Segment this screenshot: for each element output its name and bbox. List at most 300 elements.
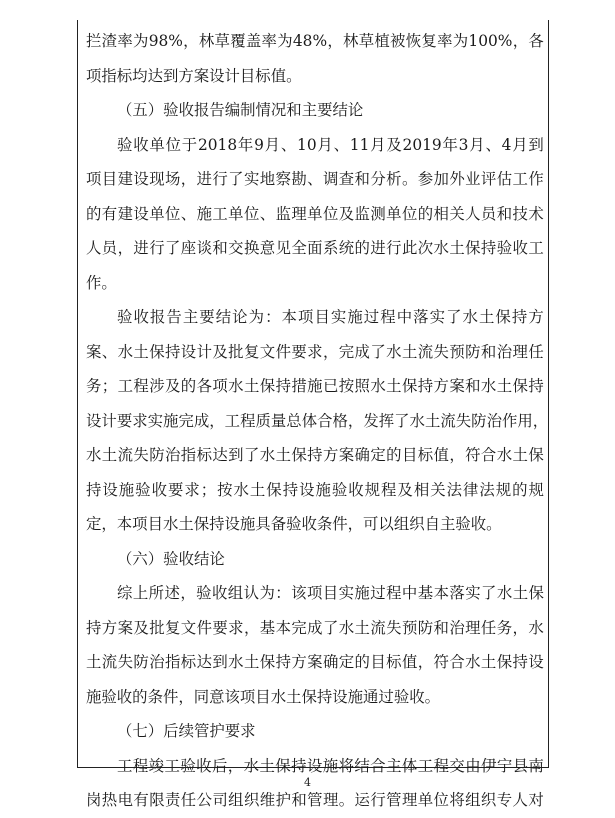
text-glyph: 符 <box>433 653 449 671</box>
text-glyph: 求 <box>307 342 323 361</box>
text-glyph: 保 <box>149 342 165 361</box>
text-glyph: 设 <box>133 170 149 188</box>
text-glyph: 关 <box>449 204 465 223</box>
text-glyph: 年 <box>237 135 254 154</box>
text-glyph: 公 <box>196 791 212 809</box>
text-glyph: 完 <box>291 618 307 637</box>
text-glyph: 竣 <box>148 756 165 775</box>
text-glyph: 及 <box>386 135 402 154</box>
text-glyph: 复 <box>243 342 260 361</box>
text-glyph: 水 <box>117 342 133 361</box>
text-glyph: ， <box>532 411 549 430</box>
text-glyph: 规 <box>528 480 544 499</box>
text-line <box>86 473 544 508</box>
text-glyph: 要 <box>116 411 133 430</box>
text-glyph: 10 <box>297 135 317 154</box>
text-glyph: 为 <box>133 32 149 50</box>
text-glyph: 场 <box>164 170 181 188</box>
text-line <box>86 369 544 404</box>
text-glyph: 方 <box>291 653 307 671</box>
text-glyph: 管 <box>386 791 402 809</box>
text-glyph: 失 <box>433 342 449 361</box>
text-line <box>86 197 544 232</box>
text-glyph: 求 <box>132 411 148 430</box>
text-glyph: ， <box>227 756 244 775</box>
section-heading: （五）验收报告编制情况和主要结论 <box>117 101 364 119</box>
text-glyph: 失 <box>133 446 149 464</box>
text-glyph: 现 <box>149 170 165 188</box>
text-glyph: 了 <box>481 584 497 602</box>
text-glyph: 察 <box>275 170 291 188</box>
text-glyph: 体 <box>301 411 318 430</box>
text-glyph: 任 <box>180 791 197 809</box>
text-glyph: 月 <box>370 135 386 154</box>
text-glyph: 防 <box>417 618 434 637</box>
text-glyph: 流 <box>440 411 456 430</box>
text-glyph: 、 <box>259 204 276 223</box>
text-glyph: 务 <box>86 377 102 395</box>
text-glyph: 综 <box>117 584 133 602</box>
text-glyph: 及 <box>397 480 413 499</box>
text-glyph: 设 <box>306 756 323 775</box>
text-glyph: 调 <box>322 170 339 188</box>
text-glyph: 设 <box>180 342 197 361</box>
text-glyph: 水 <box>386 342 402 361</box>
text-glyph: 按 <box>217 480 233 499</box>
text-glyph: 治 <box>496 342 513 361</box>
text-glyph: 电 <box>117 791 133 809</box>
text-glyph: 文 <box>180 618 197 637</box>
text-glyph: 统 <box>338 239 355 257</box>
text-glyph: 实 <box>429 308 446 326</box>
text-glyph: ， <box>327 32 343 50</box>
text-glyph: 述 <box>164 584 180 602</box>
text-glyph: 程 <box>386 584 402 602</box>
text-glyph: 目 <box>314 308 330 326</box>
text-glyph: 水 <box>228 377 244 395</box>
text-glyph: 目 <box>370 653 386 671</box>
document-body <box>86 24 549 818</box>
text-glyph: 治 <box>449 618 465 637</box>
text-glyph: 达 <box>196 653 212 671</box>
text-glyph: 人 <box>86 239 102 257</box>
text-glyph: 收 <box>151 480 167 499</box>
text-glyph: ， <box>209 411 225 430</box>
text-glyph: 该 <box>291 584 307 602</box>
text-glyph: 率 <box>437 32 453 50</box>
text-glyph: 本 <box>275 618 291 637</box>
text-glyph: 持 <box>282 480 299 499</box>
text-glyph: 施 <box>196 204 212 223</box>
text-glyph: 热 <box>101 791 118 809</box>
text-glyph: 标 <box>417 446 434 464</box>
text-glyph: 的 <box>512 480 528 499</box>
text-glyph: 总 <box>286 411 302 430</box>
text-glyph: 失 <box>117 653 133 671</box>
text-glyph: 组 <box>227 584 244 602</box>
text-glyph: 目 <box>101 170 118 188</box>
text-glyph: 及 <box>164 377 181 395</box>
text-glyph: 行 <box>370 791 386 809</box>
text-glyph: 治 <box>164 446 181 464</box>
text-glyph: 了 <box>394 411 410 430</box>
text-glyph: 程 <box>133 377 149 395</box>
text-glyph: 预 <box>401 618 418 637</box>
text-glyph: 工 <box>212 204 228 223</box>
text-glyph: 项 <box>212 377 228 395</box>
text-glyph: 量 <box>270 411 287 430</box>
text-glyph: 和 <box>433 618 449 637</box>
text-glyph: 报 <box>149 308 166 326</box>
text-glyph: 外 <box>449 170 465 188</box>
text-glyph: 的 <box>86 204 102 223</box>
text-glyph: 认 <box>243 584 260 602</box>
text-glyph: 的 <box>180 377 197 395</box>
text-glyph: 程 <box>433 756 449 775</box>
text-glyph: 理 <box>465 618 481 637</box>
text-glyph: 验 <box>135 480 151 499</box>
text-glyph: 土 <box>275 446 291 464</box>
text-glyph: 方 <box>322 446 339 464</box>
text-glyph: 建 <box>117 204 133 223</box>
text-glyph: ， <box>180 170 197 188</box>
text-glyph: 估 <box>496 170 513 188</box>
text-glyph: 流 <box>117 446 133 464</box>
text-glyph: 盖 <box>245 32 262 50</box>
text-line <box>86 611 544 646</box>
text-line <box>86 162 544 197</box>
text-glyph: 。 <box>338 791 355 809</box>
text-glyph: 案 <box>307 653 323 671</box>
text-glyph: 月 <box>469 135 485 154</box>
text-glyph: 合 <box>449 653 465 671</box>
text-glyph: 已 <box>322 377 339 395</box>
text-glyph: 土 <box>243 653 260 671</box>
text-glyph: 收 <box>512 239 528 257</box>
text-glyph: 基 <box>417 584 434 602</box>
text-glyph: 的 <box>354 653 370 671</box>
text-glyph: ： <box>265 308 281 326</box>
text-glyph: 进 <box>196 170 212 188</box>
text-glyph: 11 <box>349 135 370 154</box>
text-glyph: 施 <box>347 308 363 326</box>
text-glyph: 计 <box>196 342 212 361</box>
text-glyph: 持 <box>275 653 291 671</box>
text-glyph: 防 <box>471 411 487 430</box>
text-glyph: 的 <box>386 446 402 464</box>
text-glyph: 土 <box>512 446 528 464</box>
text-glyph: 、 <box>307 170 323 188</box>
text-glyph: 保 <box>528 446 544 464</box>
text-glyph: 了 <box>370 342 386 361</box>
text-glyph: 案 <box>117 618 133 637</box>
text-glyph: 确 <box>322 653 339 671</box>
text-glyph: 了 <box>322 618 339 637</box>
text-glyph: 见 <box>275 239 291 257</box>
text-glyph: 治 <box>149 653 165 671</box>
text-glyph: 覆 <box>230 32 246 50</box>
text-glyph: 水 <box>465 653 481 671</box>
text-glyph: 验 <box>180 756 196 775</box>
text-glyph: 建 <box>117 170 133 188</box>
text-glyph: 月 <box>512 135 528 154</box>
text-glyph: 全 <box>291 239 307 257</box>
text-glyph: 工 <box>164 756 180 775</box>
text-glyph: 流 <box>101 653 118 671</box>
text-glyph: 到 <box>228 446 244 464</box>
text-glyph: 发 <box>363 411 379 430</box>
text-glyph: 保 <box>401 377 418 395</box>
text-glyph: 运 <box>354 791 370 809</box>
text-glyph: 和 <box>212 239 228 257</box>
text-glyph: 定 <box>370 446 386 464</box>
text-glyph: 工 <box>528 239 544 257</box>
text-glyph: 水 <box>462 308 478 326</box>
text-glyph: 设 <box>299 480 315 499</box>
text-glyph: 法 <box>446 480 462 499</box>
text-glyph: 保 <box>465 239 481 257</box>
text-glyph: 此 <box>401 239 418 257</box>
text-glyph: 标 <box>196 446 212 464</box>
text-glyph: 位 <box>433 791 449 809</box>
text-glyph: 任 <box>528 342 544 361</box>
text-glyph: 设 <box>528 653 544 671</box>
text-glyph: 单 <box>228 204 244 223</box>
text-glyph: 持 <box>275 377 291 395</box>
text-glyph: 宁 <box>496 756 513 775</box>
text-line <box>86 231 544 266</box>
text-glyph: 、 <box>280 135 297 154</box>
text-glyph: 批 <box>228 342 244 361</box>
text-glyph: 要 <box>199 308 215 326</box>
text-glyph: 及 <box>133 618 149 637</box>
text-glyph: 上 <box>132 584 149 602</box>
text-glyph: 理 <box>512 342 528 361</box>
text-glyph: 护 <box>275 791 291 809</box>
text-glyph: 关 <box>430 480 446 499</box>
text-glyph: 理 <box>401 791 418 809</box>
text-glyph: 座 <box>180 239 197 257</box>
text-glyph: 治 <box>486 411 502 430</box>
text-glyph: 主 <box>182 308 199 326</box>
text-glyph: 工 <box>224 411 241 430</box>
text-glyph: 程 <box>240 411 256 430</box>
text-glyph: ， <box>512 618 528 637</box>
text-glyph: 过 <box>363 308 380 326</box>
text-glyph: 过 <box>370 584 386 602</box>
text-glyph: 主 <box>386 756 402 775</box>
text-glyph: 目 <box>401 446 418 464</box>
text-glyph: 保 <box>291 446 307 464</box>
text-glyph: 挥 <box>378 411 395 430</box>
text-glyph: 被 <box>390 32 406 50</box>
text-glyph: 项 <box>86 170 102 188</box>
text-glyph: 验 <box>331 480 348 499</box>
text-glyph: 相 <box>413 480 430 499</box>
text-glyph: 保 <box>266 480 282 499</box>
text-glyph: 100% <box>468 32 513 50</box>
text-glyph: 单 <box>307 204 323 223</box>
text-glyph: 勘 <box>291 170 307 188</box>
text-glyph: 2019 <box>402 135 442 154</box>
text-glyph: ， <box>117 239 133 257</box>
text-glyph: 值 <box>401 653 418 671</box>
text-glyph: 保 <box>528 584 544 602</box>
text-glyph: 项 <box>306 584 323 602</box>
text-glyph: 参 <box>417 170 434 188</box>
text-glyph: 各 <box>528 32 544 50</box>
text-glyph: ， <box>180 584 196 602</box>
text-glyph: 员 <box>101 239 118 257</box>
text-glyph: 水 <box>86 446 102 464</box>
text-glyph: 收 <box>133 308 149 326</box>
text-glyph: 到 <box>212 653 228 671</box>
text-glyph: 专 <box>496 791 513 809</box>
text-glyph: 业 <box>465 170 481 188</box>
text-glyph: 指 <box>180 446 197 464</box>
text-glyph: 及 <box>338 204 355 223</box>
text-line <box>86 24 544 59</box>
text-glyph: 和 <box>480 342 497 361</box>
text-glyph: 工 <box>512 170 528 188</box>
text-glyph: 48% <box>292 32 328 50</box>
text-glyph: 9 <box>254 135 264 154</box>
text-glyph: 完 <box>338 342 355 361</box>
text-glyph: 术 <box>528 204 544 223</box>
text-glyph: 要 <box>167 480 184 499</box>
text-glyph: 成 <box>193 411 210 430</box>
text-glyph: 水 <box>528 618 544 637</box>
text-glyph: 结 <box>354 756 370 775</box>
text-glyph: 实 <box>330 308 347 326</box>
text-glyph: 方 <box>528 308 544 326</box>
text-glyph: 和 <box>354 170 370 188</box>
text-glyph: 水 <box>370 377 386 395</box>
text-glyph: 水 <box>228 653 244 671</box>
text-glyph: 持 <box>417 377 434 395</box>
text-glyph: 有 <box>133 791 149 809</box>
text-glyph: 流 <box>370 618 386 637</box>
text-glyph: 了 <box>446 308 462 326</box>
text-glyph: 2018 <box>197 135 238 154</box>
text-glyph: 位 <box>322 204 339 223</box>
text-glyph: 程 <box>381 480 397 499</box>
text-glyph: 进 <box>370 239 386 257</box>
text-line: 施验收的条件，同意该项目水土保持设施通过验收。 <box>86 687 440 706</box>
text-glyph: 。 <box>401 170 418 188</box>
text-glyph: 由 <box>465 756 481 775</box>
text-glyph: ； <box>200 480 217 499</box>
text-glyph: 验 <box>117 308 133 326</box>
text-glyph: 土 <box>512 584 529 602</box>
text-glyph: 土 <box>133 342 149 361</box>
text-glyph: 年 <box>442 135 458 154</box>
text-glyph: 单 <box>149 135 165 154</box>
text-glyph: 对 <box>528 791 544 809</box>
text-glyph: 的 <box>417 204 434 223</box>
text-glyph: 复 <box>164 618 181 637</box>
text-glyph: 系 <box>322 239 339 257</box>
text-glyph: 施 <box>118 480 135 499</box>
text-glyph: 了 <box>164 239 181 257</box>
text-glyph: 实 <box>243 170 260 188</box>
text-glyph: 拦 <box>86 32 102 50</box>
text-glyph: 落 <box>413 308 429 326</box>
text-glyph: 中 <box>396 308 413 326</box>
text-glyph: 达 <box>212 446 228 464</box>
text-glyph: 员 <box>480 204 497 223</box>
text-glyph: 单 <box>417 791 434 809</box>
text-glyph: 所 <box>148 584 165 602</box>
text-glyph: 告 <box>166 308 182 326</box>
text-glyph: 行 <box>149 239 165 257</box>
text-line <box>86 576 544 611</box>
text-glyph: 验 <box>196 584 212 602</box>
text-glyph: 渣 <box>101 32 118 50</box>
text-glyph: 和 <box>465 377 481 395</box>
text-glyph: 土 <box>401 342 418 361</box>
text-glyph: 值 <box>433 446 449 464</box>
text-glyph: 任 <box>480 618 497 637</box>
text-line <box>86 645 544 680</box>
text-glyph: 用 <box>517 411 533 430</box>
text-glyph: 持 <box>86 618 102 637</box>
text-glyph: 持 <box>291 756 307 775</box>
text-glyph: 管 <box>307 791 323 809</box>
text-glyph: 水 <box>233 480 249 499</box>
text-glyph: 月 <box>264 135 281 154</box>
text-glyph: 工 <box>117 756 133 775</box>
text-glyph: 本 <box>433 584 449 602</box>
text-glyph: 南 <box>528 756 544 775</box>
text-glyph: 保 <box>275 756 291 775</box>
text-glyph: 林 <box>198 32 215 50</box>
text-glyph: 草 <box>358 32 375 50</box>
text-glyph: 持 <box>512 653 528 671</box>
text-glyph: 实 <box>465 584 481 602</box>
text-glyph: 及 <box>212 342 228 361</box>
text-glyph: 程 <box>380 308 396 326</box>
text-glyph: 土 <box>449 239 465 257</box>
text-glyph: 水 <box>338 618 355 637</box>
text-glyph: 司 <box>212 791 228 809</box>
text-glyph: 行 <box>212 170 228 188</box>
text-glyph: 土 <box>386 377 402 395</box>
text-glyph: 土 <box>243 377 260 395</box>
text-glyph: 涉 <box>149 377 165 395</box>
text-glyph: 项 <box>297 308 314 326</box>
text-glyph: 率 <box>117 32 133 50</box>
text-glyph: ： <box>275 584 291 602</box>
text-glyph: 土 <box>249 480 266 499</box>
text-glyph: 分 <box>370 170 386 188</box>
text-glyph: 换 <box>243 239 260 257</box>
text-glyph: 要 <box>291 342 307 361</box>
text-glyph: 加 <box>433 170 449 188</box>
text-glyph: 设 <box>86 411 102 430</box>
text-glyph: 水 <box>243 756 260 775</box>
text-glyph: 为 <box>277 32 293 50</box>
text-glyph: 收 <box>348 480 364 499</box>
text-glyph: 持 <box>86 480 102 499</box>
text-glyph: 收 <box>196 756 212 775</box>
text-glyph: 方 <box>433 377 449 395</box>
text-glyph: 和 <box>496 204 513 223</box>
text-glyph: 设 <box>102 480 118 499</box>
text-glyph: 律 <box>462 480 479 499</box>
text-glyph: 求 <box>228 618 244 637</box>
text-glyph: 照 <box>354 377 370 395</box>
